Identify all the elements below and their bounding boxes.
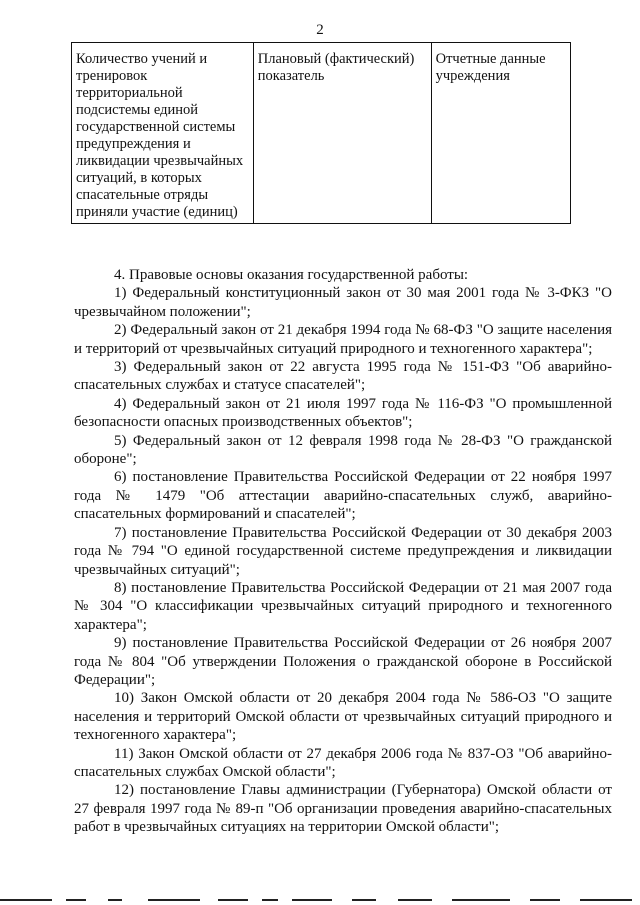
section-heading: 4. Правовые основы оказания государственной работы: xyxy=(114,267,469,283)
page-number: 2 xyxy=(316,22,324,38)
list-item: 12) постановление Главы администрации (Губернатора) Омской области от 27 февраля 1997 года № 89-п "Об организации проведения аварийно-спасательных работ в чрезвычайных ситуациях на территории Омской области"; xyxy=(74,782,612,836)
indicator-name-cell: Количество учений и тренировок территориальной подсистемы единой государственной системы предупреждения и ликвидации чрезвычайных ситуаций, в которых спасательные отряды приняли участие (единиц) xyxy=(72,43,254,224)
list-item: 11) Закон Омской области от 27 декабря 2006 года № 837-ОЗ "Об аварийно-спасательных службах Омской области"; xyxy=(74,745,612,780)
list-item: 9) постановление Правительства Российской Федерации от 26 ноября 2007 года № 804 "Об утверждении Положения о гражданской обороне в Российской Федерации"; xyxy=(74,635,612,688)
legal-basis-section xyxy=(74,266,612,837)
indicator-source-cell: Отчетные данные учреждения xyxy=(431,43,570,224)
list-item: 1) Федеральный конституционный закон от 30 мая 2001 года № 3-ФКЗ "О чрезвычайном положении"; xyxy=(74,285,612,320)
list-item: 10) Закон Омской области от 20 декабря 2004 года № 586-ОЗ "О защите населения и территорий Омской области от чрезвычайных ситуаций природного и техногенного характера"; xyxy=(74,690,612,744)
scan-footer-marks xyxy=(0,899,640,903)
list-item: 4) Федеральный закон от 21 июля 1997 года № 116-ФЗ "О промышленной безопасности опасных производственных объектов"; xyxy=(74,395,612,431)
list-item: 6) постановление Правительства Российской Федерации от 22 ноября 1997 года № 1479 "Об аттестации аварийно-спасательных служб, аварийно-спасательных формирований и спасателей"; xyxy=(74,469,612,523)
list-item: 7) постановление Правительства Российской Федерации от 30 декабря 2003 года № 794 "О единой государственной системе предупреждения и ликвидации чрезвычайных ситуаций"; xyxy=(74,524,612,578)
list-item: 8) постановление Правительства Российской Федерации от 21 мая 2007 года № 304 "О классификации чрезвычайных ситуаций природного и техногенного характера"; xyxy=(74,579,612,633)
table-row xyxy=(72,43,571,224)
list-item: 3) Федеральный закон от 22 августа 1995 года № 151-ФЗ "Об аварийно-спасательных службах и статусе спасателей"; xyxy=(74,359,612,394)
list-item: 2) Федеральный закон от 21 декабря 1994 года № 68-ФЗ "О защите населения и территорий от чрезвычайных ситуаций природного и техногенного характера"; xyxy=(74,322,612,357)
indicator-table xyxy=(71,42,571,224)
indicator-type-cell: Плановый (фактический) показатель xyxy=(253,43,431,224)
list-item: 5) Федеральный закон от 12 февраля 1998 года № 28-ФЗ "О гражданской обороне"; xyxy=(74,432,612,468)
